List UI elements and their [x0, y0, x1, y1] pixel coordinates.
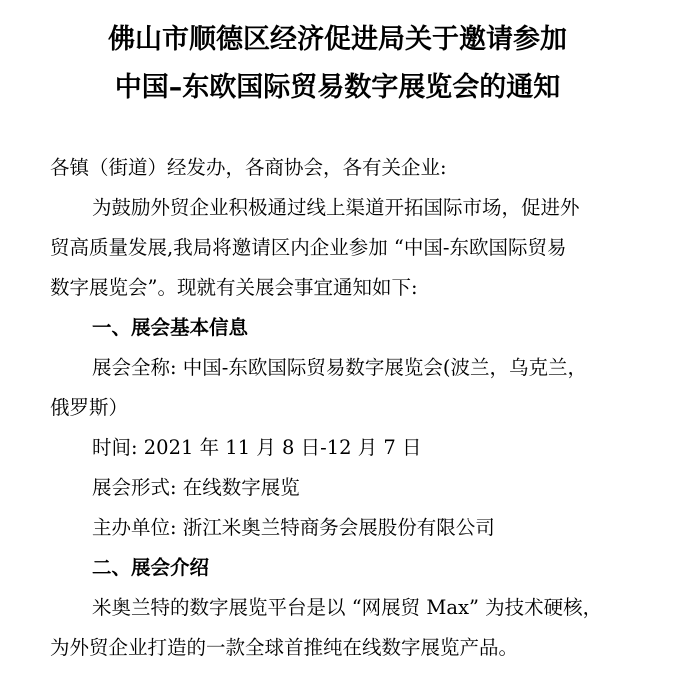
document-title-line-2: 中国–东欧国际贸易数字展览会的通知 [114, 72, 561, 103]
expo-organizer: 主办单位: 浙江米奥兰特商务会展股份有限公司 [92, 516, 495, 539]
expo-fullname-line-2: 俄罗斯） [50, 396, 129, 419]
intro-paragraph-line-2: 贸高质量发展,我局将邀请区内企业参加 “中国-东欧国际贸易 [50, 236, 567, 259]
section-heading-basic-info: 一、展会基本信息 [92, 316, 249, 339]
document-title-line-1: 佛山市顺德区经济促进局关于邀请参加 [108, 24, 567, 55]
section-heading-expo-intro: 二、展会介绍 [92, 556, 210, 579]
expo-time: 时间: 2021 年 11 月 8 日-12 月 7 日 [92, 436, 422, 459]
salutation: 各镇（街道）经发办，各商协会，各有关企业: [50, 156, 447, 179]
expo-description-line-2: 为外贸企业打造的一款全球首推纯在线数字展览产品。 [50, 636, 519, 659]
intro-paragraph-line-1: 为鼓励外贸企业积极通过线上渠道开拓国际市场，促进外 [92, 196, 580, 219]
expo-description-line-1: 米奥兰特的数字展览平台是以 “网展贸 Max” 为技术硬核， [92, 596, 603, 619]
intro-paragraph-line-3: 数字展览会”。现就有关展会事宜通知如下: [50, 276, 418, 299]
expo-fullname-line-1: 展会全称: 中国-东欧国际贸易数字展览会(波兰，乌克兰， [92, 356, 587, 379]
expo-format: 展会形式: 在线数字展览 [92, 476, 300, 499]
